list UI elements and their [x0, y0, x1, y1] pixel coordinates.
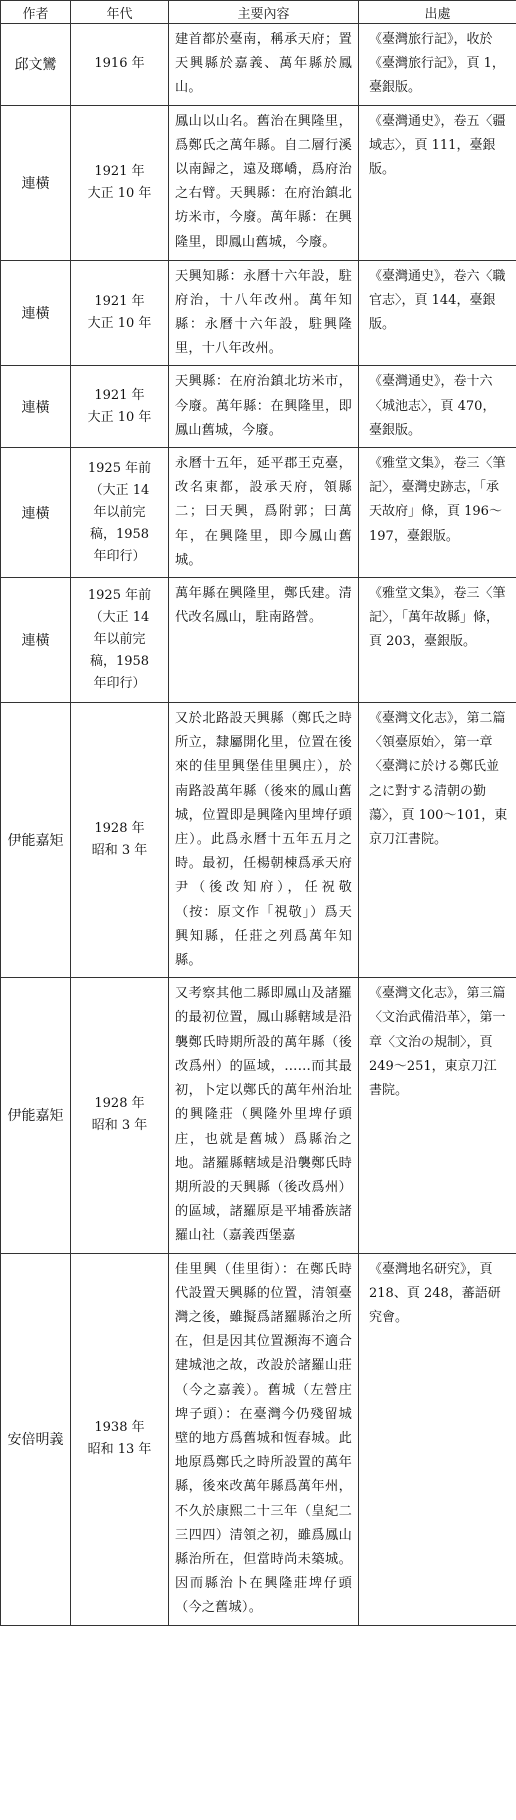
- table-body: [1, 24, 516, 1626]
- cell-year: [71, 24, 169, 106]
- cell-year: [71, 978, 169, 1253]
- year-line: 1921 年: [94, 387, 145, 403]
- table-row: [1, 578, 516, 703]
- year-line: 昭和 3 年: [91, 1118, 148, 1134]
- year-line: 1921 年: [94, 294, 145, 310]
- cell-source: 《臺灣通史》，卷五〈疆域志〉，頁 111，臺銀版。: [359, 105, 516, 260]
- cell-content: 建首都於臺南，稱承天府；置天興縣於嘉義、萬年縣於鳳山。: [169, 24, 359, 106]
- table-row: [1, 105, 516, 260]
- table-row: [1, 260, 516, 366]
- cell-author: 邱文鸞: [1, 24, 71, 106]
- cell-author: 連橫: [1, 105, 71, 260]
- cell-author: 連橫: [1, 260, 71, 366]
- table-row: [1, 24, 516, 106]
- year-line: 1928 年: [94, 1096, 145, 1112]
- cell-content: 鳳山以山名。舊治在興隆里，爲鄭氏之萬年縣。自二層行溪以南歸之，遠及瑯嶠，爲府治之右臂。天興縣：在府治鎮北坊米市，今廢。萬年縣：在興隆里，即鳳山舊城，今廢。: [169, 105, 359, 260]
- cell-content: 又於北路設天興縣（鄭氏之時所立，隸屬開化里，位置在後來的佳里興堡佳里興庄），於南路設萬年縣（後來的鳳山舊城，位置即是興隆內里埤仔頭庄）。此爲永曆十五年五月之時。最初，任楊朝棟爲承天府尹（後改知府），任祝敬（按：原文作「視敬」）爲天興知縣，任莊之列爲萬年知縣。: [169, 703, 359, 978]
- year-line: 稿，1958: [89, 654, 150, 670]
- header-row: [1, 1, 516, 24]
- year-line: 大正 10 年: [87, 316, 152, 332]
- cell-source: 《臺灣文化志》，第二篇〈領臺原始〉，第一章〈臺灣に於ける鄭氏並之に對する清朝の勤蕩〉，頁 100～101，東京刀江書院。: [359, 703, 516, 978]
- cell-source: 《雅堂文集》，卷三〈筆記〉，臺灣史跡志，「承天故府」條，頁 196～197，臺銀版。: [359, 448, 516, 578]
- header-author: 作者: [1, 1, 71, 24]
- cell-year: [71, 366, 169, 448]
- table-row: [1, 1253, 516, 1625]
- header-year: 年代: [71, 1, 169, 24]
- cell-year: [71, 105, 169, 260]
- cell-year: [71, 578, 169, 703]
- year-line: 年以前完: [93, 504, 146, 520]
- cell-content: 永曆十五年，延平郡王克臺，改名東都，設承天府，領縣二；曰天興，爲附郭；曰萬年，在興隆里，即今鳳山舊城。: [169, 448, 359, 578]
- cell-content: 天興縣：在府治鎮北坊米市，今廢。萬年縣：在興隆里，即鳳山舊城，今廢。: [169, 366, 359, 448]
- cell-author: 連橫: [1, 448, 71, 578]
- table-row: [1, 978, 516, 1253]
- year-line: 1925 年前: [87, 588, 152, 604]
- cell-content: 天興知縣：永曆十六年設，駐府治，十八年改州。萬年知縣：永曆十六年設，駐興隆里，十八年改州。: [169, 260, 359, 366]
- cell-author: 伊能嘉矩: [1, 703, 71, 978]
- cell-source: 《臺灣通史》，卷十六〈城池志〉，頁 470，臺銀版。: [359, 366, 516, 448]
- year-line: 1921 年: [94, 163, 145, 179]
- table-row: [1, 703, 516, 978]
- cell-year: [71, 703, 169, 978]
- cell-author: 連橫: [1, 578, 71, 703]
- cell-author: 伊能嘉矩: [1, 978, 71, 1253]
- cell-source: 《臺灣通史》，卷六〈職官志〉，頁 144，臺銀版。: [359, 260, 516, 366]
- year-line: 稿，1958: [89, 526, 150, 542]
- cell-source: 《臺灣旅行記》，收於《臺灣旅行記》，頁 1，臺銀版。: [359, 24, 516, 106]
- cell-author: 安倍明義: [1, 1253, 71, 1625]
- year-line: （大正 14: [89, 610, 150, 626]
- year-line: 1925 年前: [87, 460, 152, 476]
- year-line: 年以前完: [93, 632, 146, 648]
- year-line: （大正 14: [89, 482, 150, 498]
- cell-source: 《臺灣文化志》，第三篇〈文治武備沿革〉，第一章〈文治の規制〉，頁 249～251，東京刀江書院。: [359, 978, 516, 1253]
- cell-content: 萬年縣在興隆里，鄭氏建。清代改名鳳山，駐南路營。: [169, 578, 359, 703]
- cell-year: [71, 1253, 169, 1625]
- cell-source: 《臺灣地名研究》，頁 218、頁 248，蕃語研究會。: [359, 1253, 516, 1625]
- year-line: 昭和 3 年: [91, 843, 148, 859]
- cell-content: 又考察其他二縣即鳳山及諸羅的最初位置，鳳山縣轄域是沿襲鄭氏時期所設的萬年縣（後改爲州）的區域，……而其最初，卜定以鄭氏的萬年州治址的興隆莊（興隆外里埤仔頭庄，也就是舊城）爲縣治之地。諸羅縣轄域是沿襲鄭氏時期所設的天興縣（後改爲州）的區域，諸羅原是平埔番族諸羅山社（嘉義西堡嘉: [169, 978, 359, 1253]
- year-line: 1928 年: [94, 821, 145, 837]
- year-line: 1938 年: [94, 1420, 145, 1436]
- year-line: 年印行）: [93, 548, 146, 564]
- year-line: 昭和 13 年: [87, 1442, 152, 1458]
- year-line: 1916 年: [94, 56, 145, 72]
- table-row: [1, 366, 516, 448]
- year-line: 年印行）: [93, 676, 146, 692]
- header-content: 主要內容: [169, 1, 359, 24]
- year-line: 大正 10 年: [87, 409, 152, 425]
- header-source: 出處: [359, 1, 516, 24]
- table-row: [1, 448, 516, 578]
- cell-year: [71, 448, 169, 578]
- cell-year: [71, 260, 169, 366]
- cell-content: 佳里興（佳里街）：在鄭氏時代設置天興縣的位置，清領臺灣之後，雖擬爲諸羅縣治之所在，但是因其位置瀕海不適合建城池之故，改設於諸羅山莊（今之嘉義）。舊城（左營庄埤子頭）：在臺灣今仍殘留城壁的地方爲舊城和恆春城。此地原爲鄭氏之時所設置的萬年縣，後來改萬年縣爲萬年州，不久於康熙二十三年（皇紀二三四四）清領之初，雖爲鳳山縣治所在，但當時尚未築城。因而縣治卜在興隆莊埤仔頭（今之舊城）。: [169, 1253, 359, 1625]
- cell-author: 連橫: [1, 366, 71, 448]
- year-line: 大正 10 年: [87, 185, 152, 201]
- cell-source: 《雅堂文集》，卷三〈筆記〉，「萬年故縣」條，頁 203，臺銀版。: [359, 578, 516, 703]
